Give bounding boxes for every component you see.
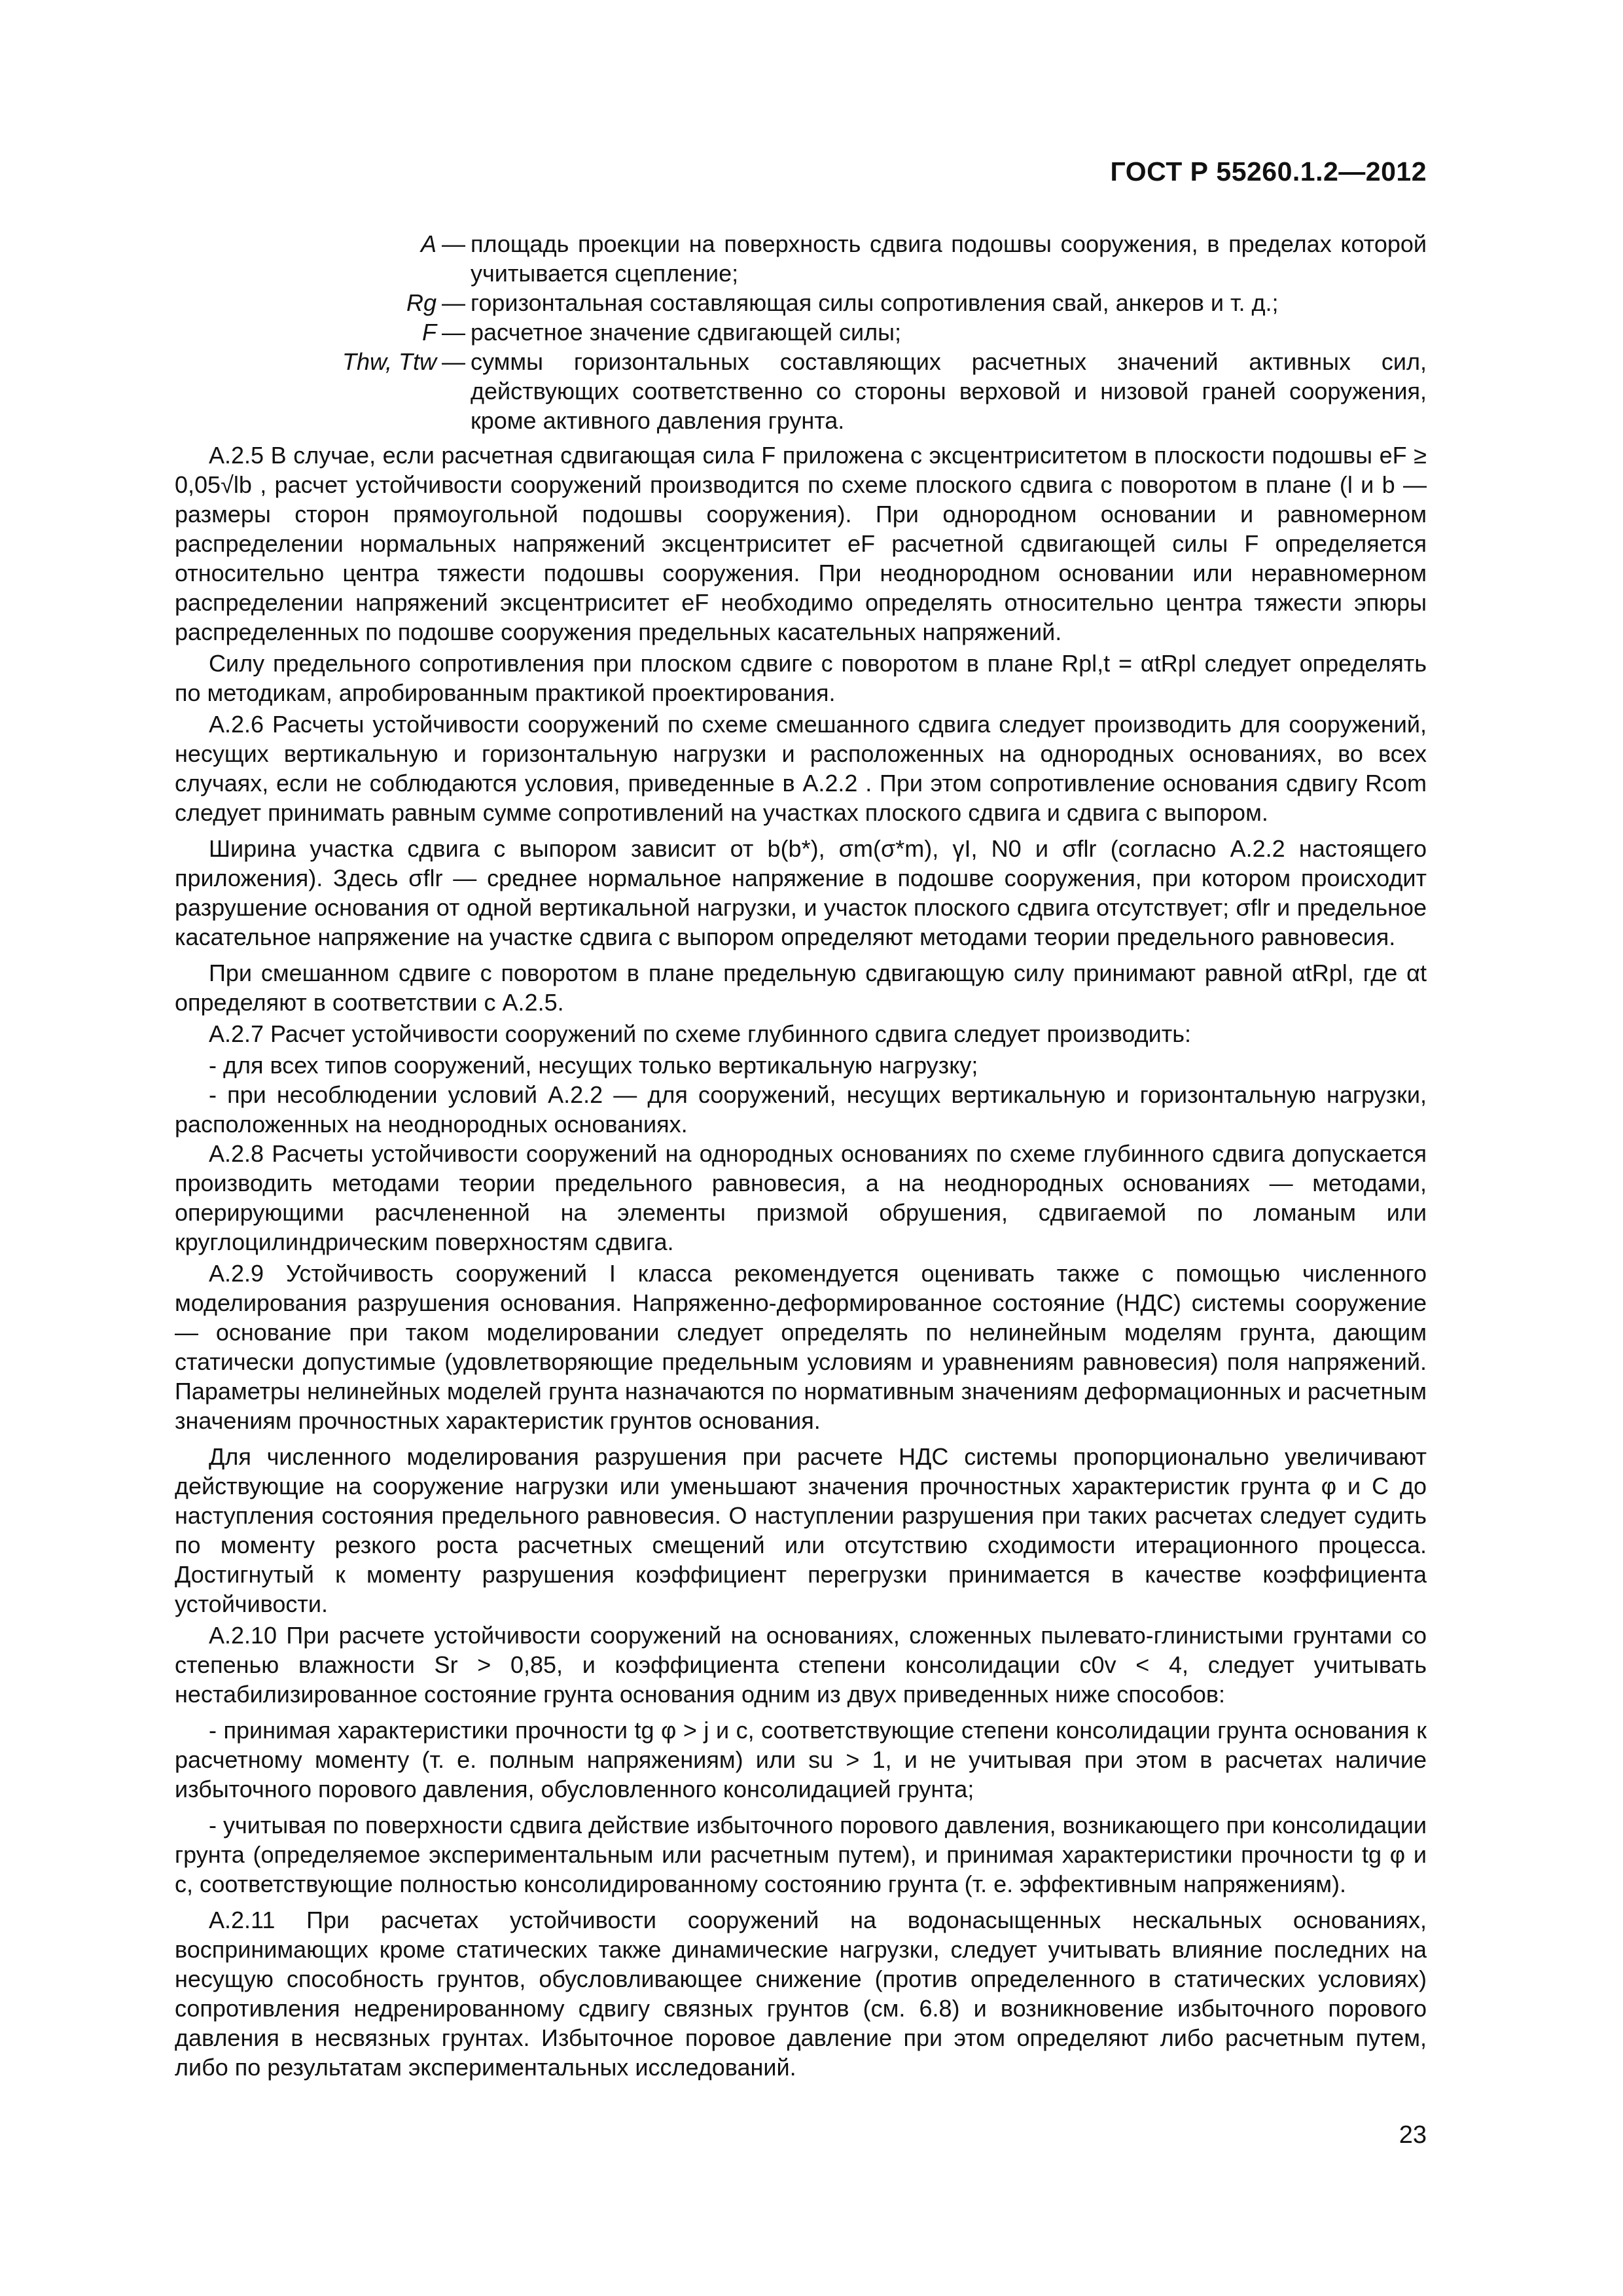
document-body (175, 229, 1427, 2084)
definition-text: расчетное значение сдвигающей силы; (471, 319, 901, 346)
paragraph-mixed-shear: При смешанном сдвиге с поворотом в плане предельную сдвигающую силу принимают равной αtRpl, где αt определяют в соответствии с А.2.5. (175, 960, 1427, 1016)
clause-a-2-10: А.2.10 При расчете устойчивости сооружений на основаниях, сложенных пылевато-глинистыми грунтами со степенью влажности Sr > 0,85, и коэффициента степени консолидации c0v < 4, следует учитывать нестабилизированное состояние грунта основания одним из двух приведенных ниже способов: (175, 1622, 1427, 1708)
definition-term: Rg (406, 289, 437, 316)
definition-dash: — (442, 230, 465, 257)
definition-row (175, 317, 1427, 347)
definition-dash: — (442, 319, 465, 346)
list-item: - при несоблюдении условий А.2.2 — для сооружений, несущих вертикальную и горизонтальную нагрузки, расположенных на неоднородных основаниях. (175, 1081, 1427, 1138)
clause-a-2-8: А.2.8 Расчеты устойчивости сооружений на однородных основаниях по схеме глубинного сдвига допускается производить методами теории предельного равновесия, а на неоднородных основаниях — методами, оперирующими расчлененной на элементы призмой обрушения, сдвигаемой по ломаным или круглоцилиндрическим поверхностям сдвига. (175, 1140, 1427, 1255)
list-item: - для всех типов сооружений, несущих только вертикальную нагрузку; (209, 1052, 978, 1079)
paragraph-numerical-modeling: Для численного моделирования разрушения при расчете НДС системы пропорционально увеличивают действующие на сооружение нагрузки или уменьшают значения прочностных характеристик грунта φ и C до наступления состояния предельного равновесия. О наступлении разрушения при таких расчетах следует судить по моменту резкого роста расчетных смещений или отсутствию сходимости итерационного процесса. Достигнутый к моменту разрушения коэффициент перегрузки принимается в качестве коэффициента устойчивости. (175, 1443, 1427, 1617)
clause-a-2-5: А.2.5 В случае, если расчетная сдвигающая сила F приложена с эксцентриситетом в плоскости подошвы eF ≥ 0,05√lb , расчет устойчивости сооружений производится по схеме плоского сдвига с поворотом в плане (l и b — размеры сторон прямоугольной подошвы сооружения). При однородном основании и равномерном распределении нормальных напряжений эксцентриситет eF расчетной сдвигающей силы F определяется относительно центра тяжести подошвы сооружения. При неоднородном основании или неравномерном распределении напряжений эксцентриситет eF необходимо определять относительно центра тяжести эпюры распределенных по подошве сооружения предельных касательных напряжений. (175, 442, 1427, 645)
clause-a-2-6: А.2.6 Расчеты устойчивости сооружений по схеме смешанного сдвига следует производить для сооружений, несущих вертикальную и горизонтальную нагрузки и расположенных на однородных основаниях, во всех случаях, если не соблюдаются условия, приведенные в А.2.2 . При этом сопротивление основания сдвигу Rcom следует принимать равным сумме сопротивлений на участках плоского сдвига и сдвига с выпором. (175, 711, 1427, 826)
clause-a-2-11: А.2.11 При расчетах устойчивости сооружений на водонасыщенных нескальных основаниях, воспринимающих кроме статических также динамические нагрузки, следует учитывать влияние последних на несущую способность грунтов, обусловливающее снижение (против определенного в статических условиях) сопротивления недренированному сдвигу связных грунтов (см. 6.8) и возникновение избыточного порового давления в несвязных грунтах. Избыточное поровое давление при этом определяют либо расчетным путем, либо по результатам экспериментальных исследований. (175, 1907, 1427, 2081)
definition-text: суммы горизонтальных составляющих расчетных значений активных сил, действующих соответственно со стороны верховой и низовой граней сооружения, кроме активного давления грунта. (471, 348, 1427, 434)
clause-a-2-7: А.2.7 Расчет устойчивости сооружений по схеме глубинного сдвига следует производить: (209, 1020, 1192, 1047)
definition-row (175, 347, 1427, 435)
definition-row (175, 288, 1427, 317)
list-item: - принимая характеристики прочности tg φ > j и c, соответствующие степени консолидации грунта основания к расчетному моменту (т. е. полным напряжениям) или su > 1, и не учитывая при этом в расчетах наличие избыточного порового давления, обусловленного консолидацией грунта; (175, 1717, 1427, 1803)
page-number: 23 (1399, 2121, 1427, 2149)
definition-text: площадь проекции на поверхность сдвига подошвы сооружения, в пределах которой учитывается сцепление; (471, 230, 1427, 287)
definition-term: F (422, 319, 437, 346)
definition-term: A (420, 230, 437, 257)
paragraph-heave-width: Ширина участка сдвига с выпором зависит от b(b*), σm(σ*m), γI, N0 и σflr (согласно А.2.2 настоящего приложения). Здесь σflr — среднее нормальное напряжение в подошве сооружения, при котором происходит разрушение основания от одной вертикальной нагрузки, и участок плоского сдвига отсутствует; σflr и предельное касательное напряжение на участке сдвига с выпором определяют методами теории предельного равновесия. (175, 835, 1427, 950)
definition-text: горизонтальная составляющая силы сопротивления свай, анкеров и т. д.; (471, 289, 1279, 316)
list-item: - учитывая по поверхности сдвига действие избыточного порового давления, возникающего при консолидации грунта (определяемое экспериментальным или расчетным путем), и принимая характеристики прочности tg φ и c, соответствующие полностью консолидированному состоянию грунта (т. е. эффективным напряжениям). (175, 1812, 1427, 1897)
definition-row (175, 229, 1427, 288)
document-code-header: ГОСТ Р 55260.1.2—2012 (1110, 156, 1427, 187)
definition-dash: — (442, 289, 465, 316)
clause-a-2-9: А.2.9 Устойчивость сооружений I класса рекомендуется оценивать также с помощью численного моделирования разрушения основания. Напряженно-деформированное состояние (НДС) системы сооружение — основание при таком моделировании следует определять по нелинейным моделям грунта, дающим статически допустимые (удовлетворяющие предельным условиям и уравнениям равновесия) поля напряжений. Параметры нелинейных моделей грунта назначаются по нормативным значениям деформационных и расчетным значениям прочностных характеристик грунтов основания. (175, 1260, 1427, 1434)
definition-term: Thw, Ttw (342, 348, 437, 375)
paragraph-rotation-shear: Силу предельного сопротивления при плоском сдвиге с поворотом в плане Rpl,t = αtRpl следует определять по методикам, апробированным практикой проектирования. (175, 650, 1427, 706)
definition-dash: — (442, 348, 465, 375)
